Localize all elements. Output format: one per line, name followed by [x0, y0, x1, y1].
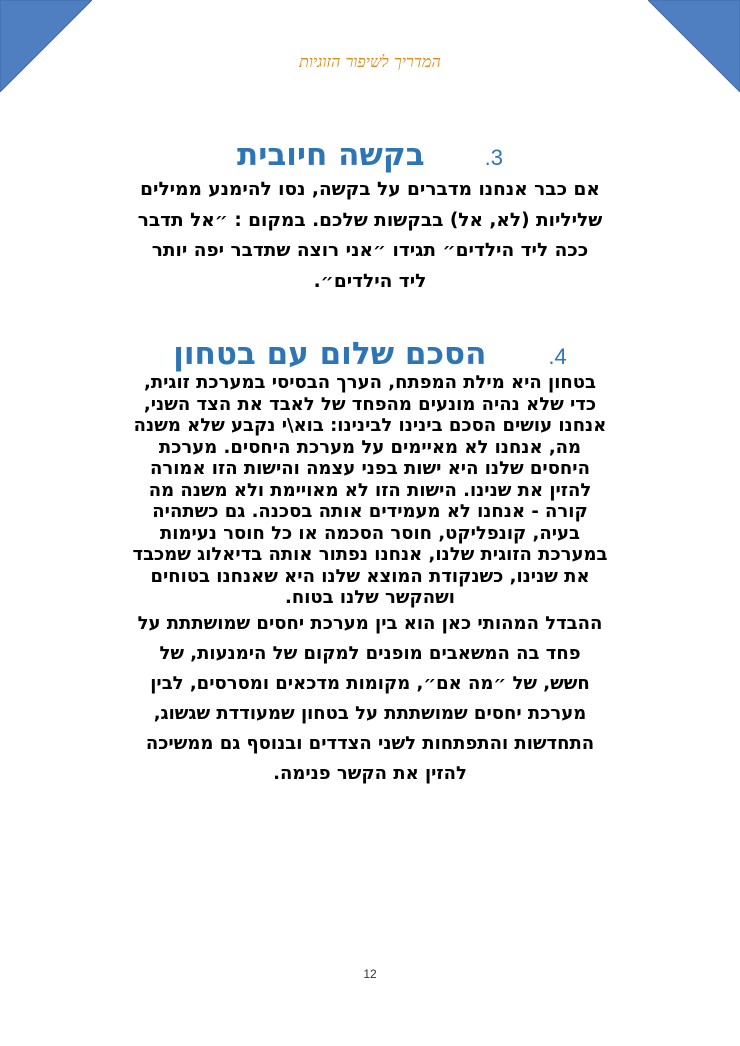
section-title: בקשה חיובית [237, 137, 425, 173]
section-heading [95, 336, 645, 372]
section-body-continued: ההבדל המהותי כאן הוא בין מערכת יחסים שמושתתת על פחד בה המשאבים מופנים למקום של הימנעות, של חשש, של ״מה אם״, מקומות מדכאים ומסרסים, לבין מערכת יחסים שמושתתת על בטחון שמעודדת שגשוג, התחדשות והתפתחות לשני הצדדים ובנוסף גם ממשיכה להזין את הקשר פנימה. [137, 612, 603, 784]
section-heading [95, 137, 645, 173]
corner-triangle-decoration [0, 0, 92, 92]
section-title: הסכם שלום עם בטחון [173, 336, 487, 372]
page-header-title: המדריך לשיפור הזוגיות [299, 52, 441, 71]
section-body: בטחון היא מילת המפתח, הערך הבסיסי במערכת זוגית, כדי שלא נהיה מונעים מהפחד של לאבד את הצד השני, אנחנו עושים הסכם בינינו לבינינו: בוא\י נקבע שלא משנה מה, אנחנו לא מאיימים על מערכת היחסים. מערכת היחסים שלנו היא ישות בפני עצמה והישות הזו אמורה להזין את שנינו. הישות הזו לא מאויימת ולא משנה מה קורה - אנחנו לא מעמידים אותה בסכנה. גם כשתהיה בעיה, קונפליקט, חוסר הסכמה או כל חוסר נעימות במערכת הזוגית שלנו, אנחנו נפתור אותה בדיאלוג שמכבד את שנינו, כשנקודת המוצא שלנו היא שאנחנו בטוחים ושהקשר שלנו בטוח. [132, 372, 608, 608]
corner-triangle-decoration [648, 0, 740, 92]
section-number: 3. [484, 145, 503, 170]
section-number: 4. [548, 344, 567, 369]
page-number: 12 [363, 967, 377, 981]
section-body: אם כבר אנחנו מדברים על בקשה, נסו להימנע ממילים שליליות (לא, אל) בבקשות שלכם. במקום : ״אל תדבר ככה ליד הילדים״ תגידו ״אני רוצה שתדבר יפה יותר ליד הילדים״. [137, 179, 603, 292]
section-peace-agreement [95, 336, 645, 789]
section-positive-request [95, 137, 645, 297]
